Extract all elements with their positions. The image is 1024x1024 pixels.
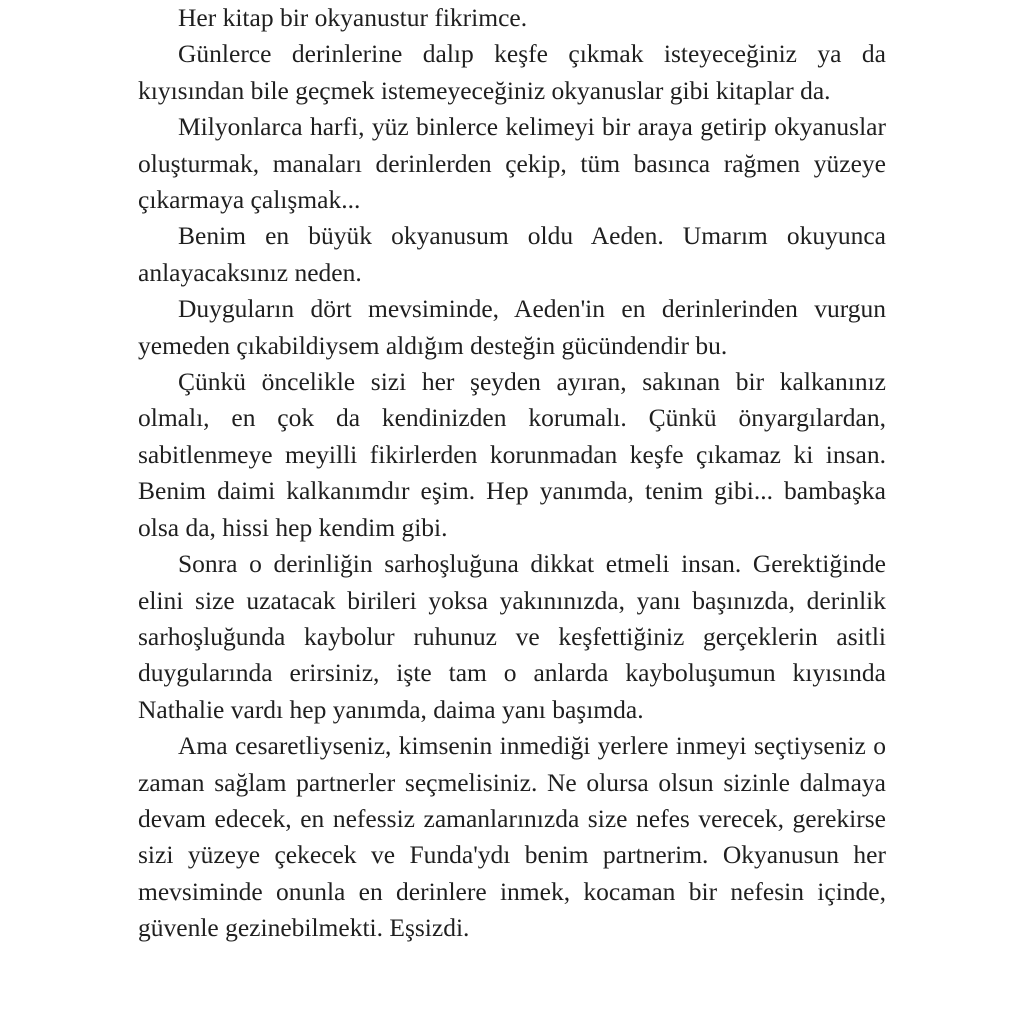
book-page	[138, 0, 886, 1024]
paragraph-7: Sonra o derinliğin sarhoşluğuna dikkat etmeli insan. Gerektiğinde elini size uzatacak birileri yoksa yakınınızda, yanı başınızda, derinlik sarhoşluğunda kaybolur ruhunuz ve keşfettiğiniz gerçeklerin asitli duygularında erirsiniz, işte tam o anlarda kayboluşumun kıyısında Nathalie vardı hep yanımda, daima yanı başımda.	[138, 549, 886, 724]
paragraph-4: Benim en büyük okyanusum oldu Aeden. Umarım okuyunca anlayacaksınız neden.	[138, 221, 886, 287]
paragraph-5: Duyguların dört mevsiminde, Aeden'in en derinlerinden vurgun yemeden çıkabildiysem aldığım desteğin gücündendir bu.	[138, 294, 886, 360]
paragraph-2: Günlerce derinlerine dalıp keşfe çıkmak isteyeceğiniz ya da kıyısından bile geçmek istemeyeceğiniz okyanuslar gibi kitaplar da.	[138, 39, 886, 105]
paragraph-6: Çünkü öncelikle sizi her şeyden ayıran, sakınan bir kalkanınız olmalı, en çok da kendinizden korumalı. Çünkü önyargılardan, sabitlenmeye meyilli fikirlerden korunmadan keşfe çıkamaz ki insan. Benim daimi kalkanımdır eşim. Hep yanımda, tenim gibi... bambaşka olsa da, hissi hep kendim gibi.	[138, 367, 886, 542]
paragraph-8: Ama cesaretliyseniz, kimsenin inmediği yerlere inmeyi seçtiyseniz o zaman sağlam partnerler seçmelisiniz. Ne olursa olsun sizinle dalmaya devam edecek, en nefessiz zamanlarınızda size nefes verecek, gerekirse sizi yüzeye çekecek ve Funda'ydı benim partnerim. Okyanusun her mevsiminde onunla en derinlere inmek, kocaman bir nefesin içinde, güvenle gezinebilmekti. Eşsizdi.	[138, 731, 886, 943]
paragraph-3: Milyonlarca harfi, yüz binlerce kelimeyi bir araya getirip okyanuslar oluşturmak, manaları derinlerden çekip, tüm basınca rağmen yüzeye çıkarmaya çalışmak...	[138, 112, 886, 215]
paragraph-1: Her kitap bir okyanustur fikrimce.	[178, 3, 528, 32]
